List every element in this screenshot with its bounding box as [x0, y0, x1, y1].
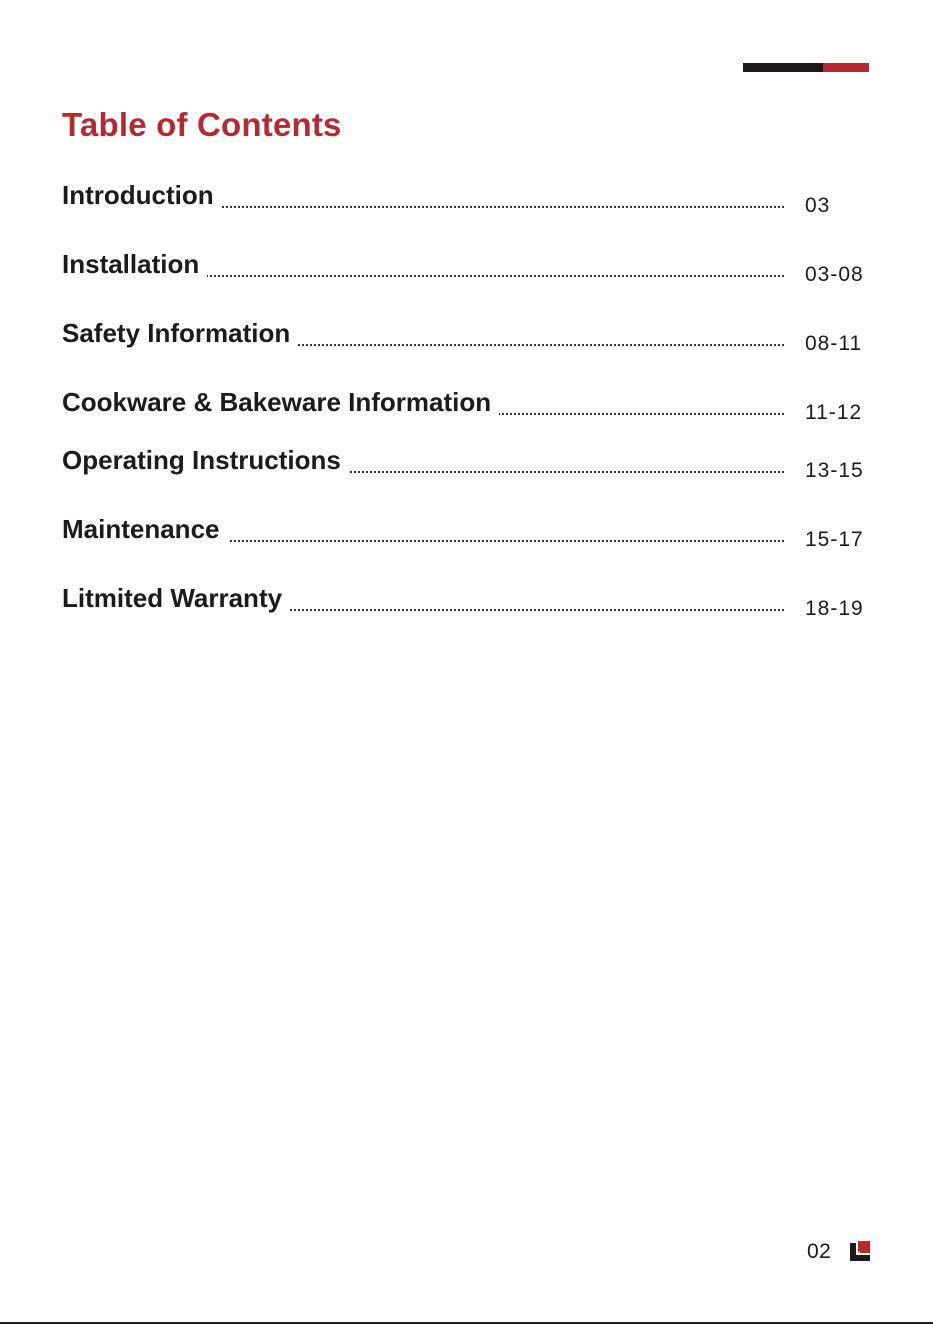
toc-entry-installation[interactable] [62, 249, 868, 289]
toc-entry-page: 15-17 [805, 528, 864, 551]
toc-entry-safety-information[interactable] [62, 318, 868, 358]
toc-entry-operating-instructions[interactable] [62, 445, 868, 485]
toc-entry-label: Operating Instructions [62, 445, 349, 475]
header-accent-bar [743, 63, 869, 72]
toc-entry-limited-warranty[interactable] [62, 583, 868, 623]
toc-entry-maintenance[interactable] [62, 514, 868, 554]
page-title: Table of Contents [62, 106, 342, 143]
toc-entry-page: 11-12 [805, 401, 863, 424]
toc-entry-label: Litmited Warranty [62, 583, 290, 613]
footer-page-number: 02 [807, 1240, 832, 1263]
toc-entry-label: Introduction [62, 180, 222, 210]
toc-entry-introduction[interactable] [62, 180, 868, 220]
toc-entry-label: Cookware & Bakeware Information [62, 387, 499, 417]
toc-entry-label: Installation [62, 249, 207, 279]
toc-entry-label: Maintenance [62, 514, 228, 544]
toc-entry-page: 03 [805, 194, 831, 217]
toc-entry-page: 03-08 [805, 263, 864, 286]
toc-entry-cookware-bakeware-information[interactable] [62, 387, 868, 427]
toc-entry-label: Safety Information [62, 318, 298, 348]
accent-bar-red-segment [823, 63, 869, 72]
accent-bar-dark-segment [743, 63, 823, 72]
toc-entry-page: 08-11 [805, 332, 863, 355]
toc-entry-page: 13-15 [805, 459, 864, 482]
toc-entry-page: 18-19 [805, 597, 864, 620]
brand-logo-icon [850, 1241, 870, 1261]
